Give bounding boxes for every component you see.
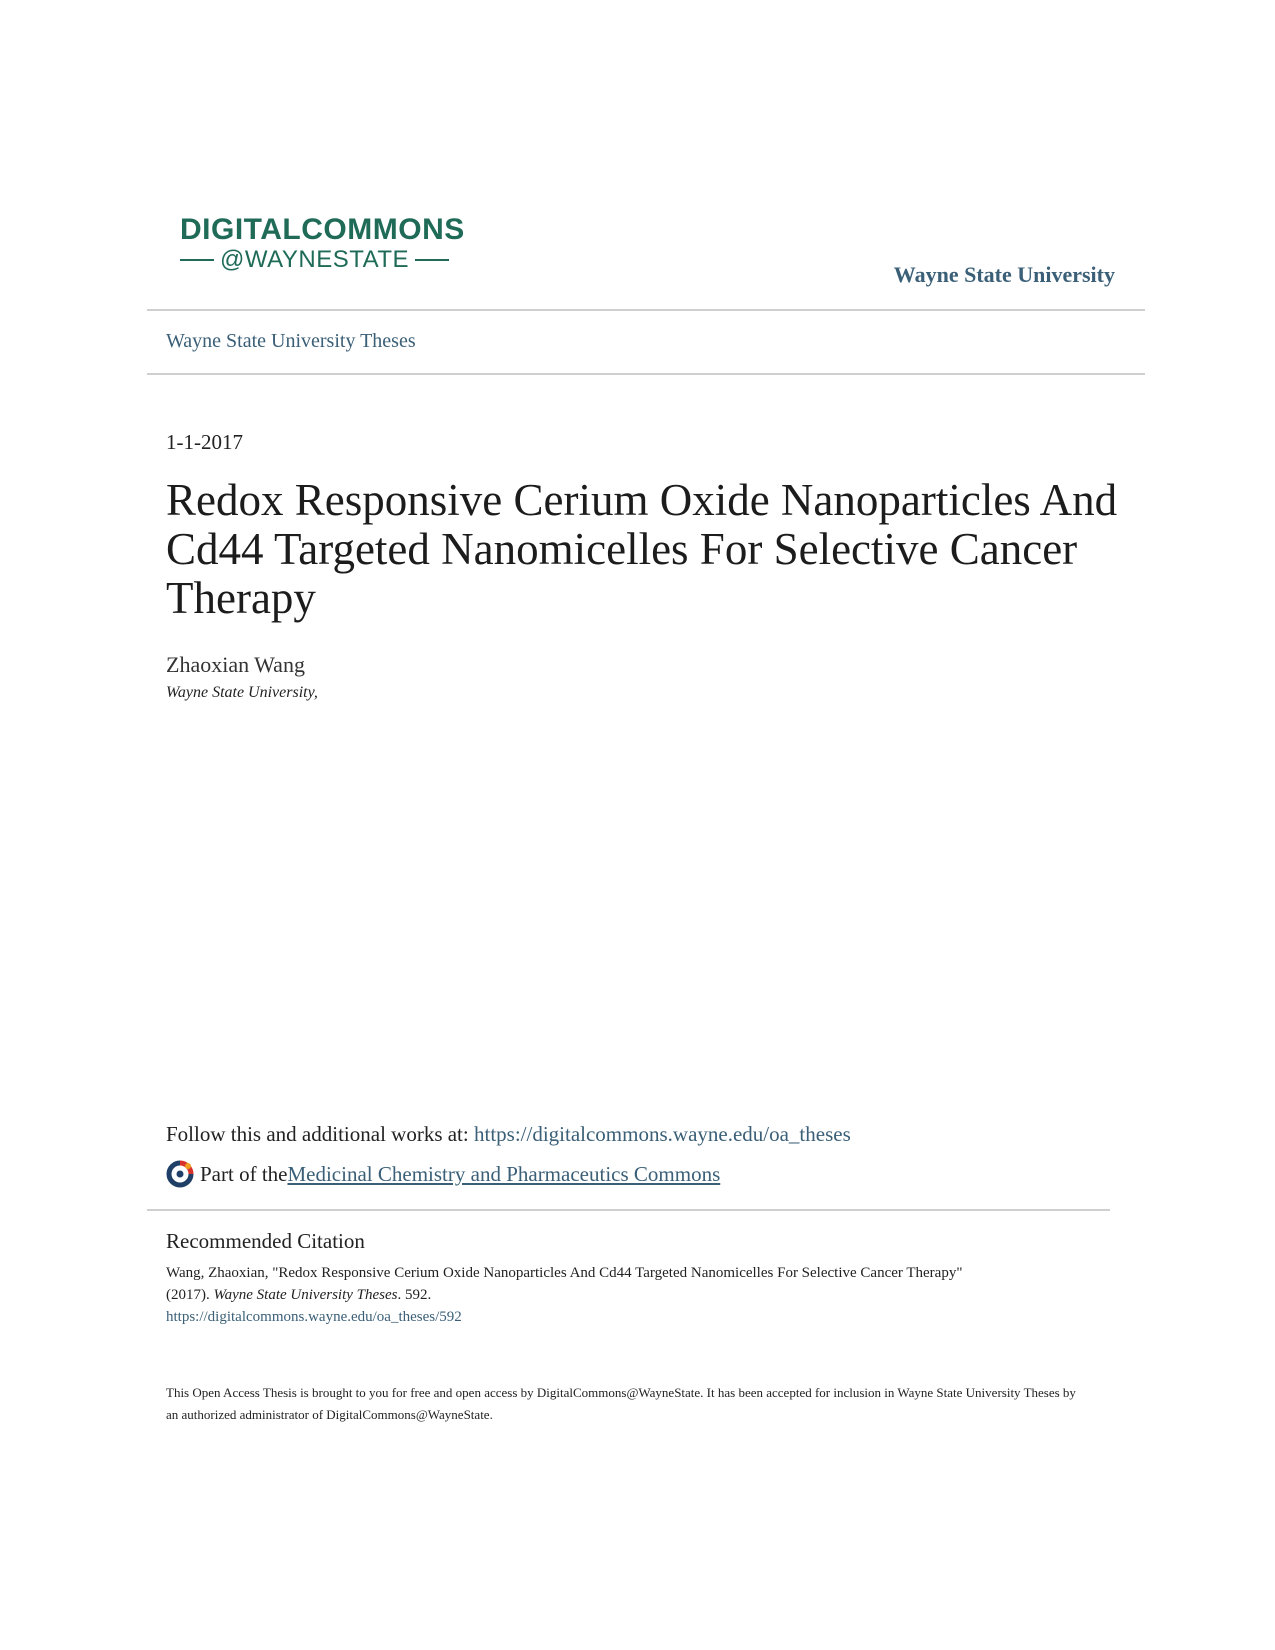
citation-url-link[interactable]: https://digitalcommons.wayne.edu/oa_theses/592: [166, 1309, 462, 1325]
follow-url-link[interactable]: https://digitalcommons.wayne.edu/oa_theses: [473, 1122, 851, 1146]
follow-label: Follow this and additional works at:: [166, 1122, 474, 1146]
citation-series: Wayne State University Theses: [213, 1287, 398, 1303]
citation-line-2: [166, 1284, 1106, 1306]
divider: [147, 373, 1145, 375]
author-affiliation: Wayne State University,: [166, 684, 318, 701]
logo-bottom-row: [180, 247, 465, 273]
commons-link[interactable]: Medicinal Chemistry and Pharmaceutics Commons: [287, 1161, 721, 1186]
divider: [147, 309, 1145, 311]
document-title: Redox Responsive Cerium Oxide Nanoparticles And Cd44 Targeted Nanomicelles For Selective Cancer Therapy: [166, 475, 1118, 623]
follow-line: [166, 1122, 851, 1147]
logo-dash-right: [415, 259, 449, 261]
logo-top-text: DIGITALCOMMONS: [180, 213, 465, 246]
author-name: Zhaoxian Wang: [166, 652, 305, 677]
digitalcommons-logo[interactable]: [180, 214, 465, 273]
citation-year: (2017).: [166, 1287, 214, 1303]
citation-body: [166, 1262, 1106, 1328]
publication-date: 1-1-2017: [166, 430, 243, 454]
network-icon: [166, 1160, 194, 1188]
logo-dash-left: [180, 259, 214, 261]
part-of-line: [166, 1160, 720, 1188]
logo-bottom-text: @WAYNESTATE: [220, 246, 409, 273]
series-link[interactable]: Wayne State University Theses: [166, 330, 416, 352]
citation-line-1: Wang, Zhaoxian, "Redox Responsive Cerium Oxide Nanoparticles And Cd44 Targeted Nanomicelles For Selective Cancer Therapy": [166, 1265, 963, 1281]
citation-number: . 592.: [397, 1287, 432, 1303]
open-access-notice: This Open Access Thesis is brought to you for free and open access by DigitalCommons@WayneState. It has been accepted for inclusion in Wayne State University Theses by an authorized administrator of DigitalCommons@WayneState.: [166, 1385, 1076, 1422]
citation-heading: Recommended Citation: [166, 1229, 365, 1253]
university-name[interactable]: Wayne State University: [893, 262, 1115, 287]
part-of-label: Part of the: [200, 1161, 288, 1186]
divider: [147, 1209, 1110, 1211]
